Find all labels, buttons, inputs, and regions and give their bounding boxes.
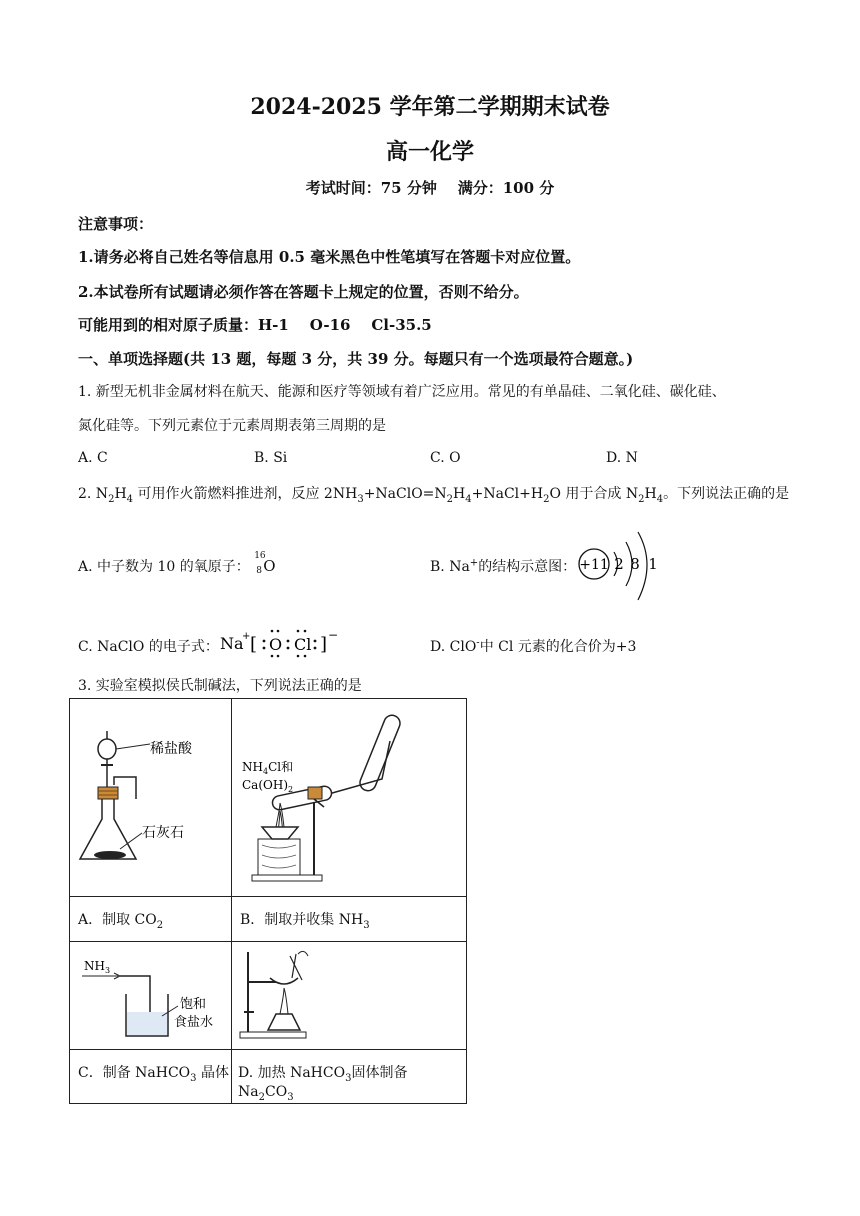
svg-text:+: + xyxy=(242,631,251,642)
q2-option-a: A. 中子数为 10 的氧原子： 16 8 O xyxy=(78,551,276,576)
q1-option-d: D. N xyxy=(606,450,638,466)
section-1-heading: 一、单项选择题(共 13 题，每题 3 分，共 39 分。每题只有一个选项最符合题意。) xyxy=(78,350,634,368)
caption-c: C．制备 NaHCO$_3$ 晶体 xyxy=(70,1050,232,1104)
exam-subject: 高一化学 xyxy=(385,139,474,165)
q1-stem-line1: 1. 新型无机非金属材料在航天、能源和医疗等领域有着广泛应用。常见的有单晶硅、二氧化硅、碳化硅、 xyxy=(78,384,726,400)
nh3-generator-figure xyxy=(232,699,466,892)
caption-d: D. 加热 NaHCO$_3$固体制备 $Na_2CO_3$ xyxy=(232,1050,467,1104)
apparatus-c-cell xyxy=(70,942,232,1050)
apparatus-a-cell xyxy=(70,699,232,897)
caption-a: A．制取 $CO_2$ xyxy=(70,897,232,942)
svg-text:Cl: Cl xyxy=(294,635,312,654)
shell-2-count: 8 xyxy=(630,555,640,573)
svg-text:稀盐酸: 稀盐酸 xyxy=(150,741,192,757)
apparatus-b-cell xyxy=(232,699,467,897)
notice-heading: 注意事项： xyxy=(78,215,154,233)
svg-text:饱和: 饱和 xyxy=(180,997,207,1012)
q2-option-c: C. NaClO 的电子式： xyxy=(78,639,219,655)
svg-text:O: O xyxy=(269,635,283,654)
svg-text:石灰石: 石灰石 xyxy=(142,825,184,841)
left-bracket: [ xyxy=(250,634,258,655)
notice-item-1: 1.请务必将自己姓名等信息用 0.5 毫米黑色中性笔填写在答题卡对应位置。 xyxy=(78,248,581,266)
shell-1-count: 2 xyxy=(614,555,624,573)
svg-text:Na: Na xyxy=(220,634,244,653)
nahco3-crystallization-figure xyxy=(70,942,231,1045)
notice-item-2: 2.本试卷所有试题请必须作答在答题卡上规定的位置，否则不给分。 xyxy=(78,283,529,301)
co2-generator-figure xyxy=(70,699,231,892)
oxygen-isotope-symbol: 16 8 O xyxy=(254,551,276,576)
q3-apparatus-table xyxy=(69,698,467,1104)
nahco3-heating-figure xyxy=(232,942,466,1045)
naclo-electron-formula xyxy=(216,622,342,664)
svg-text:食盐水: 食盐水 xyxy=(174,1015,214,1030)
apparatus-d-cell xyxy=(232,942,467,1050)
exam-info: 考试时间：75 分钟 满分：100 分 xyxy=(305,179,555,197)
shell-3-count: 1 xyxy=(648,555,658,573)
svg-text:−: − xyxy=(328,628,339,642)
q2-stem: 2. $N_2H_4$ 可用作火箭燃料推进剂，反应 $2NH_3+NaClO=N_2H_4+NaCl+H_2O$ 用于合成 $N_2H_4$。下列说法正确的是 xyxy=(78,486,790,505)
atomic-mass-line: 可能用到的相对原子质量：H-1 O-16 Cl-35.5 xyxy=(78,316,432,334)
svg-text:Ca(OH)2: $Ca(OH)_2$ xyxy=(242,778,294,794)
caption-b: B．制取并收集 $NH_3$ xyxy=(232,897,467,942)
right-bracket: ] xyxy=(320,634,328,655)
q1-option-b: B. Si xyxy=(254,450,288,466)
exam-title: 2024-2025 学年第二学期期末试卷 xyxy=(250,94,610,120)
sodium-ion-structure-diagram xyxy=(574,528,670,608)
q2-option-b: B. Na+的结构示意图： xyxy=(430,557,577,575)
q1-stem-line2: 氮化硅等。下列元素位于元素周期表第三周期的是 xyxy=(78,418,386,434)
svg-text:NH4Cl和: $NH_4Cl$和 xyxy=(242,760,294,776)
svg-text:NH3: $NH_3$ xyxy=(84,959,111,975)
q2-option-d: D. ClO-中 Cl 元素的化合价为+3 xyxy=(430,637,637,655)
nucleus-charge: +11 xyxy=(579,557,609,573)
q3-stem: 3. 实验室模拟侯氏制碱法，下列说法正确的是 xyxy=(78,678,362,694)
q1-option-a: A. C xyxy=(78,450,108,466)
q1-option-c: C. O xyxy=(430,450,461,466)
